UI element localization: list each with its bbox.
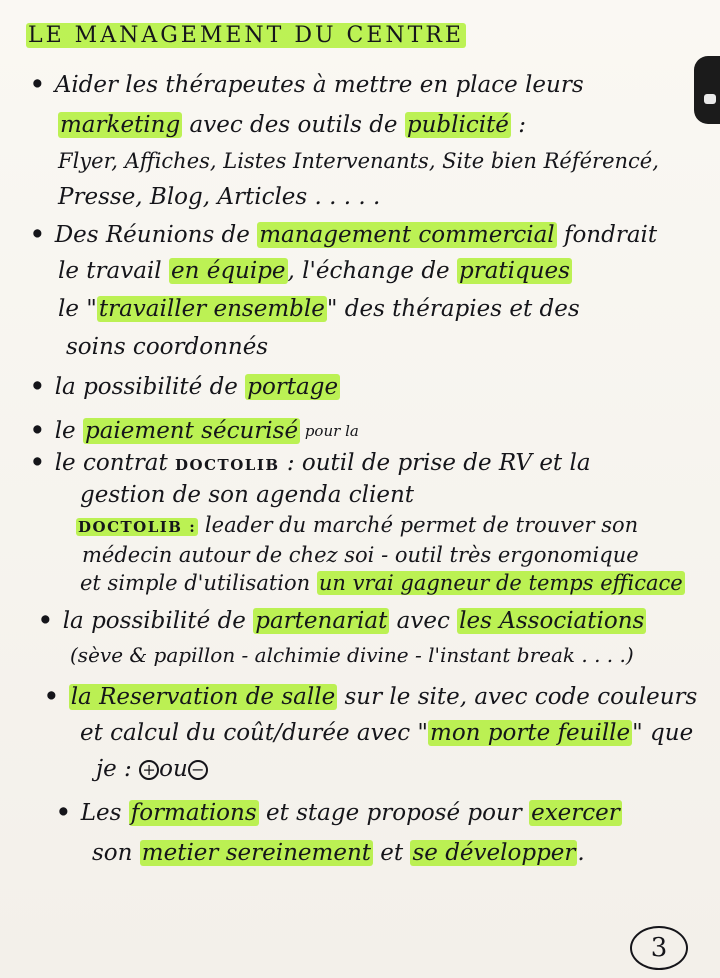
- bullet-reunions-line-4: soins coordonnés: [66, 334, 269, 360]
- bullet-aide-line-2: marketing avec des outils de publicité :: [60, 112, 526, 138]
- bullet-formations-line-1: • Les formations et stage proposé pour exercer: [56, 799, 620, 826]
- bullet-doctolib-line-1: • le contrat DOCTOLIB : outil de prise de RV et la: [30, 449, 591, 476]
- bullet-doctolib-line-5: et simple d'utilisation un vrai gagneur de temps efficace: [80, 571, 683, 595]
- bullet-icon: •: [30, 417, 45, 444]
- bullet-doctolib-line-3: DOCTOLIB : leader du marché permet de trouver son: [78, 513, 639, 537]
- bullet-icon: •: [30, 71, 45, 98]
- bullet-paiement: • le paiement sécurisé $^{pour la}$: [30, 417, 359, 444]
- doctolib-brand: DOCTOLIB: [175, 456, 280, 474]
- bullet-formations-line-2: son metier sereinement et se développer.: [92, 840, 585, 866]
- page-number: 3: [630, 926, 688, 970]
- bullet-icon: •: [38, 607, 53, 634]
- bullet-icon: •: [30, 373, 45, 400]
- bullet-reservation-line-1: • la Reservation de salle sur le site, avec code couleurs: [44, 683, 698, 710]
- bullet-reunions-line-1: • Des Réunions de management commercial fondrait: [30, 221, 658, 248]
- bullet-icon: •: [30, 449, 45, 476]
- bullet-icon: •: [56, 799, 71, 826]
- bullet-reservation-line-2: et calcul du coût/durée avec "mon porte feuille" que: [80, 720, 694, 746]
- marker-pen-icon: [694, 56, 720, 124]
- bullet-portage: • la possibilité de portage: [30, 373, 339, 400]
- bullet-doctolib-line-2: gestion de son agenda client: [80, 482, 414, 508]
- doctolib-brand: DOCTOLIB :: [78, 518, 197, 536]
- bullet-partenariat-line-2: (sève & papillon - alchimie divine - l'instant break . . . .): [70, 643, 634, 667]
- page-title: [26, 16, 496, 56]
- bullet-icon: •: [30, 221, 45, 248]
- bullet-aide-line-3: Flyer, Affiches, Listes Intervenants, Site bien Référencé,: [58, 149, 659, 173]
- bullet-reunions-line-3: le "travailler ensemble" des thérapies et des: [58, 296, 580, 322]
- bullet-partenariat-line-1: • la possibilité de partenariat avec les Associations: [38, 607, 645, 634]
- plus-circle-icon: +: [139, 760, 159, 780]
- bullet-doctolib-line-4: médecin autour de chez soi - outil très ergonomique: [82, 543, 639, 567]
- bullet-reservation-line-3: je : + ou −: [96, 752, 208, 786]
- bullet-aide-line-1: • Aider les thérapeutes à mettre en place leurs: [30, 71, 584, 98]
- bullet-reunions-line-2: le travail en équipe, l'échange de pratiques: [58, 258, 570, 284]
- minus-circle-icon: −: [188, 760, 208, 780]
- bullet-icon: •: [44, 683, 59, 710]
- page-title-text: LE MANAGEMENT DU CENTRE: [28, 23, 464, 48]
- bullet-aide-line-4: Presse, Blog, Articles . . . . .: [58, 184, 381, 210]
